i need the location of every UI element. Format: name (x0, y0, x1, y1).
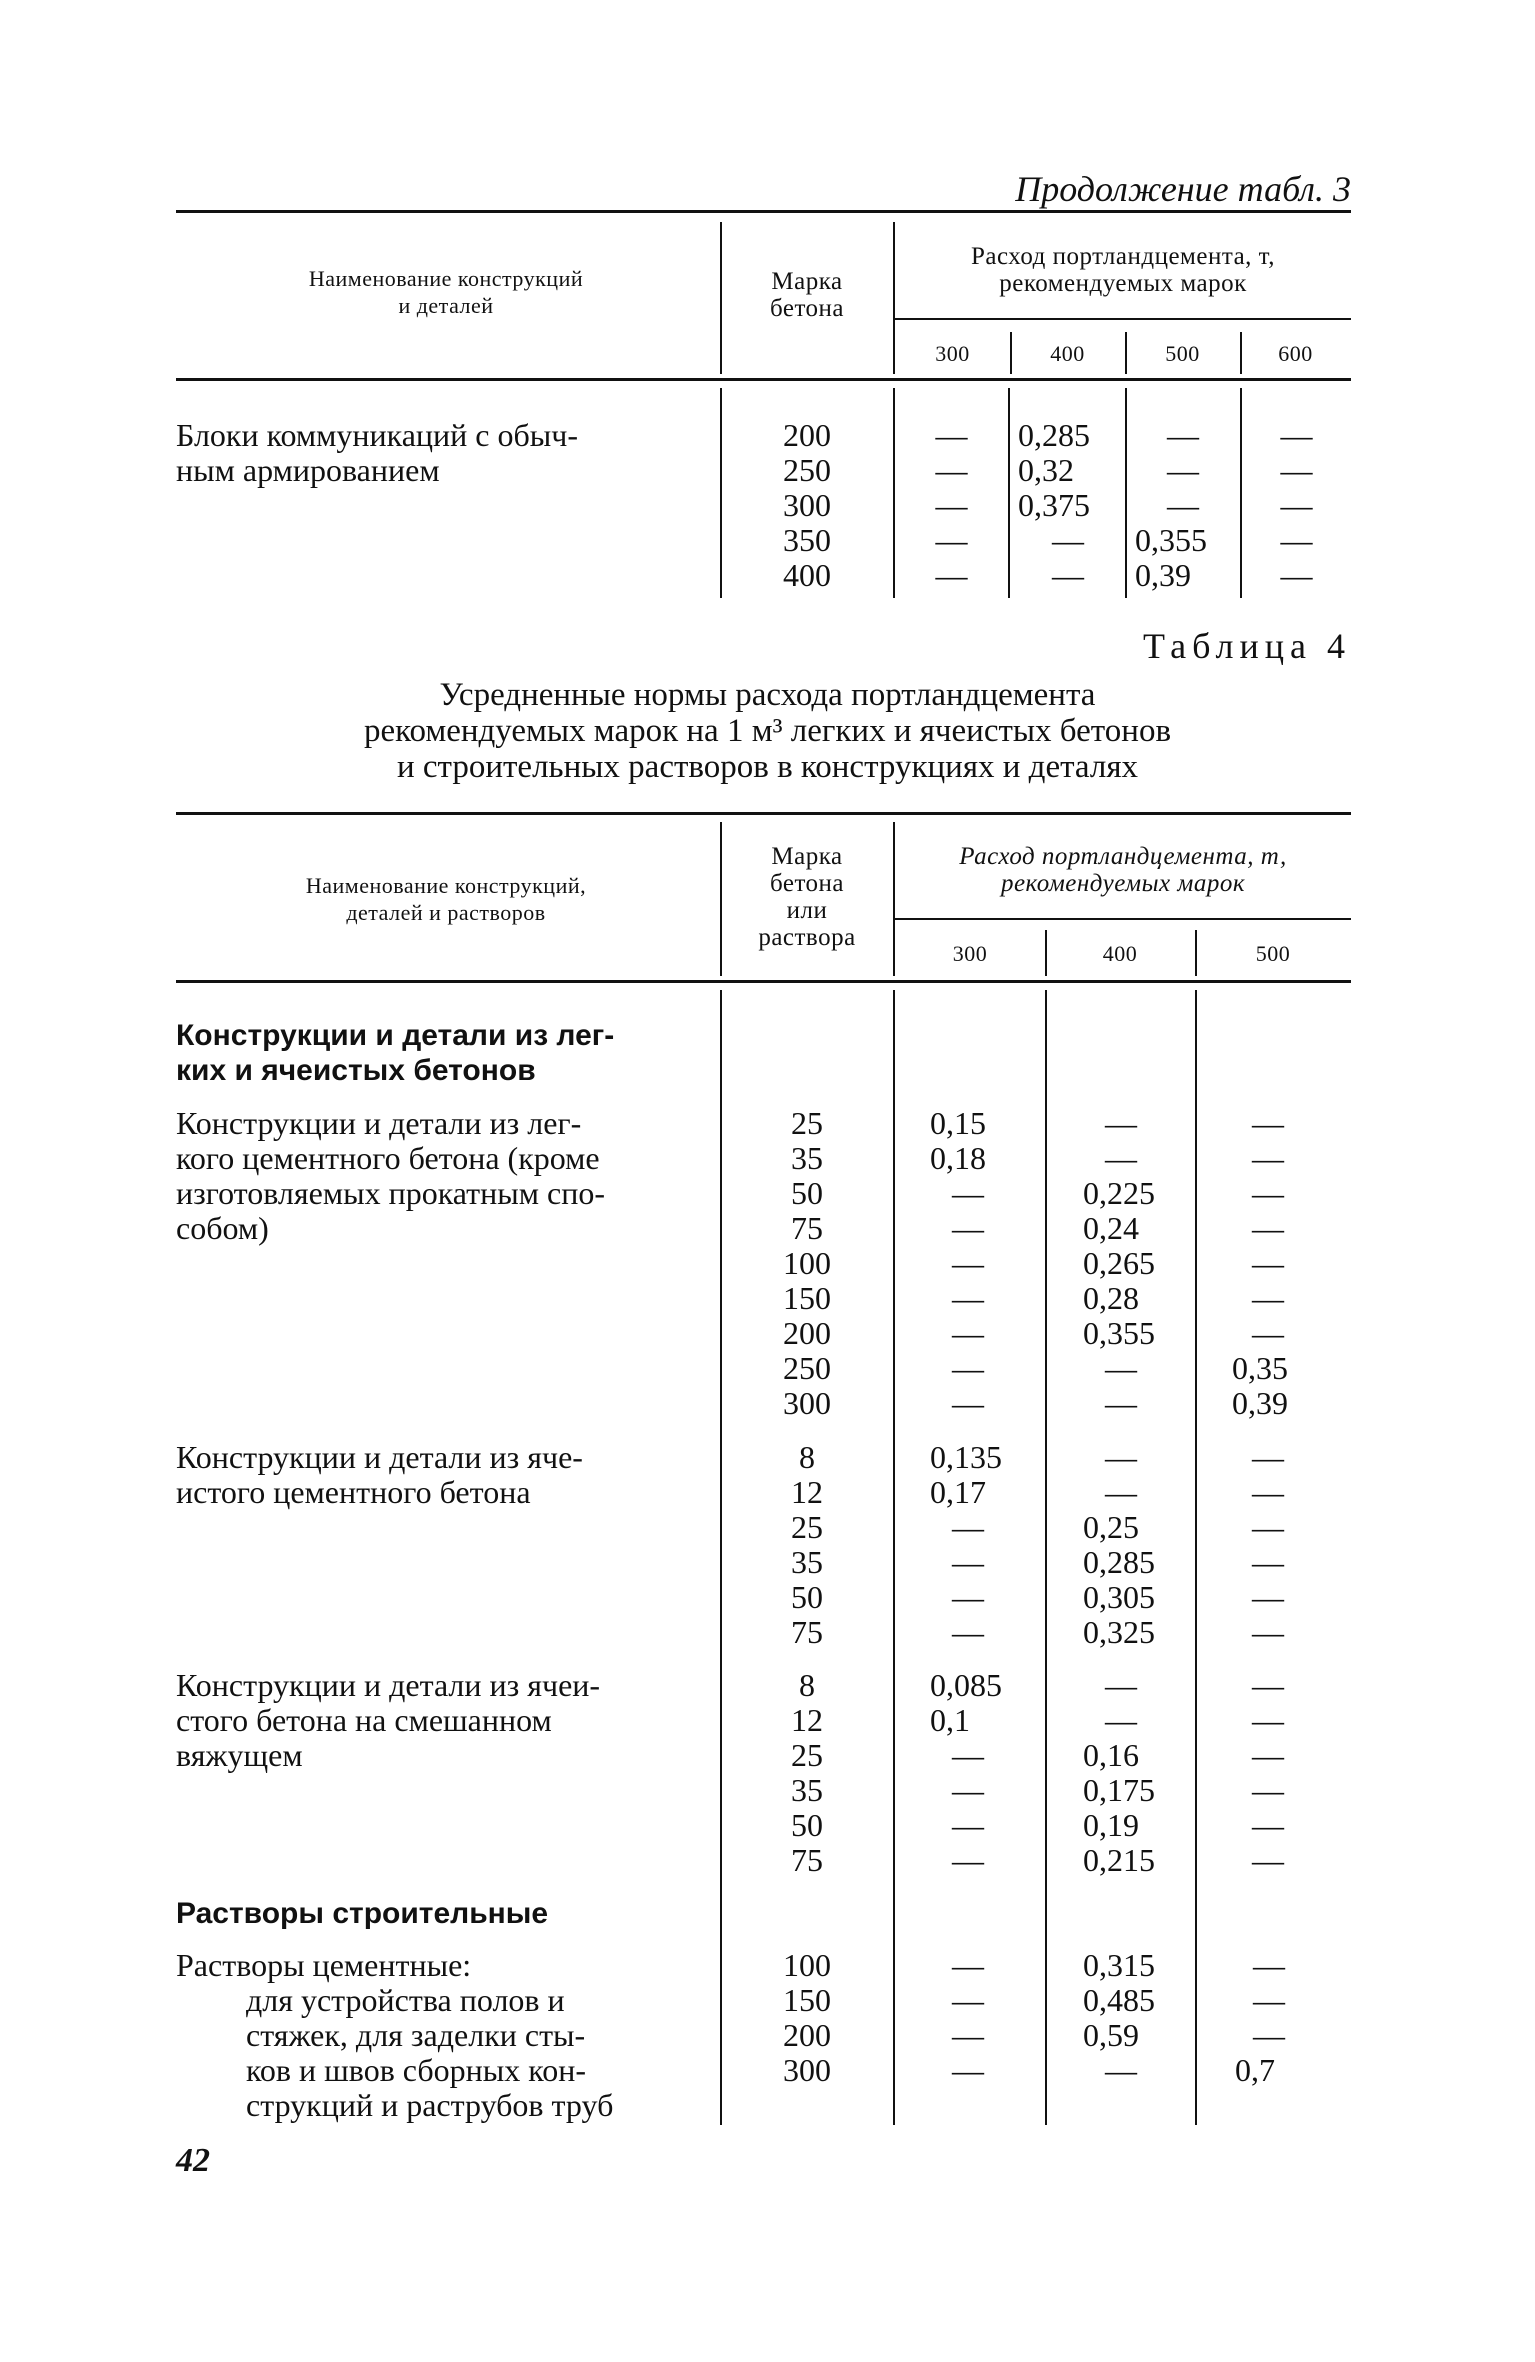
table4-header-bottom-rule (176, 980, 1351, 983)
table4-group1-name: Конструкции и детали из лег- кого цементного бетона (кроме изготовляемых прокатным спо- собом) (176, 1105, 605, 1246)
table4-section-light-cellular: Конструкции и детали из лег- ких и ячеистых бетонов (176, 1019, 615, 1087)
table4-group3-values-500: — — — — — — (1252, 1667, 1284, 1878)
table3-header-consumption: Расход портландцемента, т, рекомендуемых марок (971, 243, 1275, 297)
table4-group3-name: Конструкции и детали из ячеи- стого бетона на смешанном вяжущем (176, 1667, 601, 1773)
table4-title: Усредненные нормы расхода портландцемента рекомендуемых марок на 1 м³ легких и ячеистых бетонов и строительных растворов в конструкциях и деталях (363, 677, 1172, 785)
page-number: 42 (176, 2142, 210, 2179)
table4-group2-values-300: 0,135 0,17 — — — — (930, 1439, 1002, 1650)
table4-vline (1195, 930, 1197, 976)
table4-header-consumption: Расход портландцемента, т, рекомендуемых марок (959, 843, 1287, 897)
table4-group2-values-400: — — 0,25 0,285 0,305 0,325 (1083, 1439, 1155, 1650)
table4-vline (893, 822, 895, 976)
table4-section-mortars: Растворы строительные (176, 1897, 549, 1930)
table4-subheader-rule (895, 918, 1351, 920)
table4-top-rule (176, 812, 1351, 815)
table3-values-400: 0,285 0,32 0,375 — — (1018, 417, 1090, 593)
table4-vline (893, 990, 895, 2125)
table4-mortar-grades: 100 150 200 300 (783, 1947, 831, 2088)
table4-group3-grades: 8 12 25 35 50 75 (791, 1667, 823, 1878)
table4-mortar-name: Растворы цементные: для устройства полов и стяжек, для заделки сты- ков и швов сборных кон- струкций и раструбов труб (176, 1947, 614, 2123)
table4-mortar-values-500: — — — 0,7 (1235, 1947, 1285, 2088)
table3-row-name: Блоки коммуникаций с обыч- ным армированием (176, 417, 579, 488)
table3-vline (1125, 332, 1127, 374)
table3-vline (1008, 388, 1010, 598)
table4-vline (720, 822, 722, 976)
table3-vline (1240, 332, 1242, 374)
table3-mark-600: 600 (1278, 341, 1313, 366)
table4-group1-values-400: — — 0,225 0,24 0,265 0,28 0,355 — — (1083, 1105, 1155, 1421)
table3-values-600: — — — — — (1280, 417, 1313, 593)
table3-vline (1010, 332, 1012, 374)
table3-values-500: — — — 0,355 0,39 (1135, 417, 1207, 593)
table3-header-name: Наименование конструкций и деталей (308, 266, 584, 318)
table3-subheader-rule (895, 318, 1351, 320)
table3-mark-500: 500 (1165, 341, 1200, 366)
table4-group2-name: Конструкции и детали из яче- истого цементного бетона (176, 1439, 583, 1510)
table3-values-300: — — — — — (935, 417, 968, 593)
table4-group3-values-300: 0,085 0,1 — — — — (930, 1667, 1002, 1878)
table3-top-rule (176, 210, 1351, 213)
table3-header-bottom-rule (176, 378, 1351, 381)
table4-header-name: Наименование конструкций, деталей и растворов (305, 873, 587, 925)
table4-group1-values-500: — — — — — — — 0,35 0,39 (1232, 1105, 1288, 1421)
continuation-title: Продолжение табл. 3 (1015, 169, 1351, 209)
table3-header-grade: Марка бетона (769, 268, 845, 322)
table4-mortar-values-300: — — — — (952, 1947, 984, 2088)
table4-vline (1045, 990, 1047, 2125)
table4-group2-values-500: — — — — — — (1252, 1439, 1284, 1650)
table4-group1-values-300: 0,15 0,18 — — — — — — — (930, 1105, 986, 1421)
table4-group1-grades: 25 35 50 75 100 150 200 250 300 (783, 1105, 831, 1421)
table4-vline (1045, 930, 1047, 976)
table4-label: Таблица 4 (1143, 626, 1351, 666)
table4-mark-500: 500 (1255, 941, 1291, 966)
table3-grades: 200 250 300 350 400 (783, 417, 831, 593)
table3-vline (893, 222, 895, 374)
table4-mortar-values-400: 0,315 0,485 0,59 — (1083, 1947, 1155, 2088)
table3-vline (1125, 388, 1127, 598)
table4-vline (1195, 990, 1197, 2125)
table4-mark-400: 400 (1102, 941, 1138, 966)
table4-header-grade: Марка бетона или раствора (758, 843, 856, 951)
table3-mark-300: 300 (935, 341, 970, 366)
table4-mark-300: 300 (952, 941, 988, 966)
table3-mark-400: 400 (1050, 341, 1085, 366)
table4-group2-grades: 8 12 25 35 50 75 (791, 1439, 823, 1650)
table3-vline (720, 222, 722, 374)
table4-group3-values-400: — — 0,16 0,175 0,19 0,215 (1083, 1667, 1155, 1878)
